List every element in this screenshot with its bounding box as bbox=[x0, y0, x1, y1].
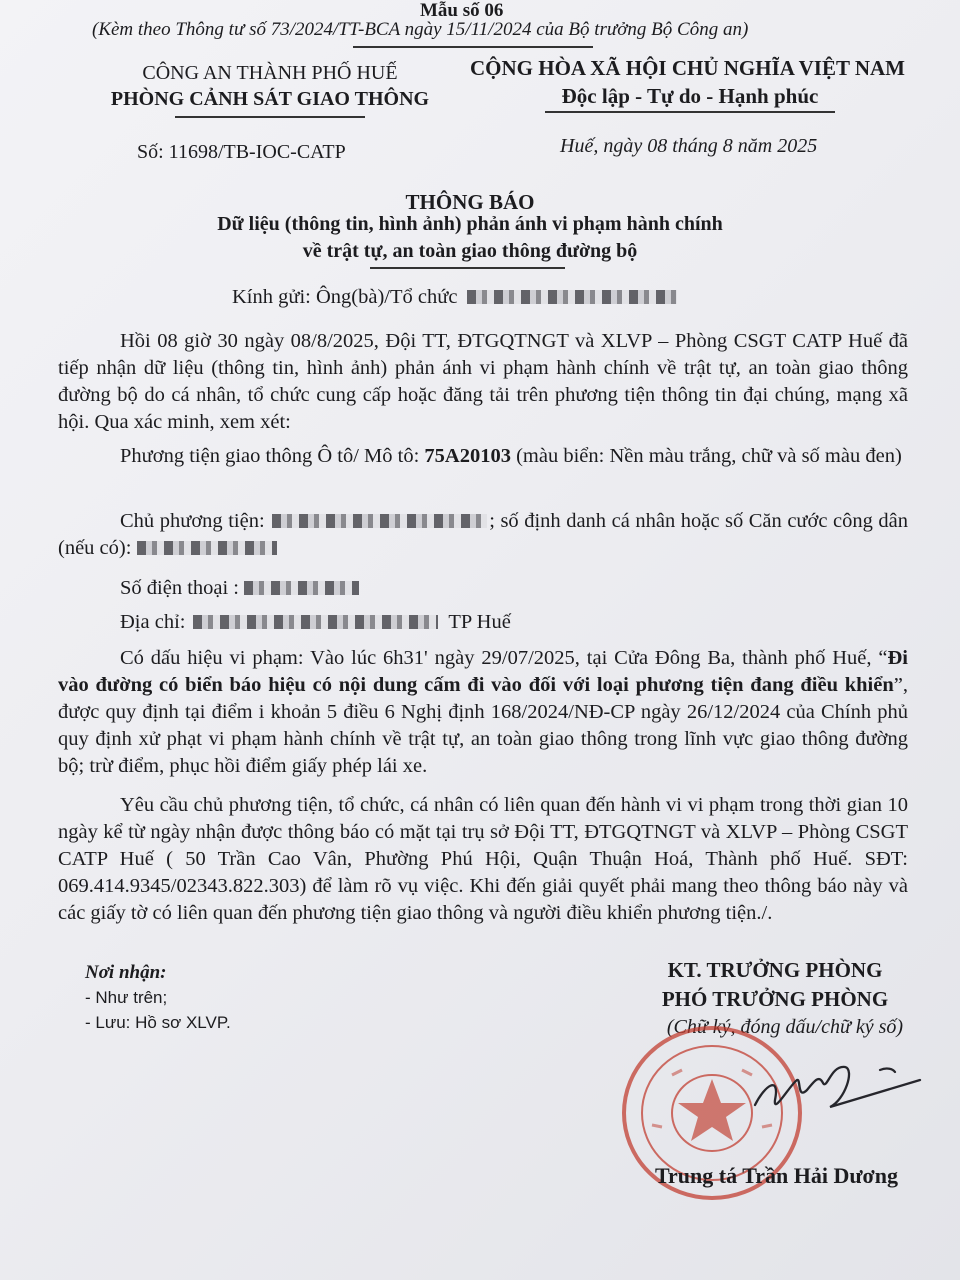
recipient-label: Kính gửi: Ông(bà)/Tổ chức bbox=[232, 286, 458, 308]
address-label: Địa chỉ: bbox=[120, 611, 186, 633]
violation-legal: ”, được quy định tại điểm i khoản 5 điều 6 Nghị định 168/2024/NĐ-CP ngày 26/12/2024 của Chính phủ quy định xử phạt vi phạm hành chính về trật tự, an toàn giao thông trong lĩnh vực giao thông đường bộ; trừ điểm, phục hồi điểm giấy phép lái xe. bbox=[58, 674, 908, 777]
recipients-label: Nơi nhận: bbox=[85, 962, 167, 983]
divider-line bbox=[175, 116, 365, 118]
recipients-item: - Lưu: Hồ sơ XLVP. bbox=[85, 1013, 231, 1032]
phone-line bbox=[58, 575, 908, 602]
document-title: THÔNG BÁO bbox=[405, 190, 535, 214]
vehicle-plate: 75A20103 bbox=[424, 445, 511, 467]
violation-paragraph bbox=[58, 645, 908, 780]
redacted-name bbox=[467, 290, 677, 304]
form-number: Mẫu số 06 bbox=[420, 0, 504, 21]
vehicle-label: Phương tiện giao thông Ô tô/ Mô tô: bbox=[120, 445, 420, 467]
phone-label: Số điện thoại : bbox=[120, 577, 240, 599]
owner-label: Chủ phương tiện: bbox=[120, 510, 265, 532]
handwritten-signature bbox=[735, 1045, 935, 1125]
recipients-item: - Như trên; bbox=[85, 988, 168, 1007]
signature-note: (Chữ ký, đóng dấu/chữ ký số) bbox=[666, 1016, 904, 1038]
nation-motto: Độc lập - Tự do - Hạnh phúc bbox=[561, 84, 819, 108]
redacted-owner bbox=[272, 514, 487, 528]
agency-parent: CÔNG AN THÀNH PHỐ HUẾ bbox=[142, 62, 398, 84]
document-number: Số: 11698/TB-IOC-CATP bbox=[137, 141, 346, 163]
request-paragraph: Yêu cầu chủ phương tiện, tổ chức, cá nhân có liên quan đến hành vi vi phạm trong thời gian 10 ngày kể từ ngày nhận được thông báo có mặt tại trụ sở Đội TT, ĐTGQTNGT và XLVP – Phòng CSGT CATP Huế ( 50 Trần Cao Vân, Phường Phú Hội, Quận Thuận Hoá, Thành phố Huế. SĐT: 069.414.9345/02343.822.303) để làm rõ vụ việc. Khi đến giải quyết phải mang theo thông báo này và các giấy tờ có liên quan đến phương tiện giao thông và người điều khiển phương tiện./. bbox=[58, 794, 908, 924]
plate-color: (màu biển: Nền màu trắng, chữ và số màu đen) bbox=[516, 445, 902, 467]
violation-behavior: Đi vào đường có biển báo hiệu có nội dung cấm đi vào đối với loại phương tiện đang điều khiển bbox=[58, 647, 908, 696]
violation-intro: Có dấu hiệu vi phạm: Vào lúc 6h31' ngày 29/07/2025, tại Cửa Đông Ba, thành phố Huế, “ bbox=[120, 647, 888, 669]
signature-on-behalf: KT. TRƯỞNG PHÒNG bbox=[667, 958, 883, 982]
owner-id-label: ; số định danh cá nhân hoặc số Căn cước công dân (nếu có): bbox=[58, 510, 909, 559]
address-city: TP Huế bbox=[448, 611, 511, 633]
document-subtitle: Dữ liệu (thông tin, hình ảnh) phản ánh vi phạm hành chính bbox=[217, 213, 723, 235]
document-subtitle: về trật tự, an toàn giao thông đường bộ bbox=[302, 240, 638, 262]
intro-paragraph: Hồi 08 giờ 30 ngày 08/8/2025, Đội TT, ĐTGQTNGT và XLVP – Phòng CSGT CATP Huế đã tiếp nhận dữ liệu (thông tin, hình ảnh) phản ánh vi phạm hành chính về trật tự, an toàn giao thông đường bộ do cá nhân, tổ chức cung cấp hoặc đăng tải trên phương tiện thông tin đại chúng, mạng xã hội. Qua xác minh, xem xét: bbox=[58, 330, 908, 433]
place-date: Huế, ngày 08 tháng 8 năm 2025 bbox=[560, 135, 818, 157]
recipient-line bbox=[232, 286, 677, 309]
redacted-phone bbox=[244, 581, 359, 595]
signer-name: Trung tá Trần Hải Dương bbox=[655, 1163, 898, 1188]
divider-line bbox=[353, 46, 593, 48]
nation-title: CỘNG HÒA XÃ HỘI CHỦ NGHĨA VIỆT NAM bbox=[469, 56, 906, 80]
owner-paragraph bbox=[58, 508, 908, 562]
redacted-address bbox=[193, 615, 438, 629]
divider-line bbox=[370, 267, 565, 269]
vehicle-paragraph bbox=[58, 443, 908, 470]
form-basis: (Kèm theo Thông tư số 73/2024/TT-BCA ngày 15/11/2024 của Bộ trưởng Bộ Công an) bbox=[92, 19, 749, 40]
agency-name: PHÒNG CẢNH SÁT GIAO THÔNG bbox=[110, 88, 430, 110]
redacted-id bbox=[137, 541, 277, 555]
divider-line bbox=[545, 111, 835, 113]
signature-position: PHÓ TRƯỞNG PHÒNG bbox=[661, 987, 889, 1011]
address-line bbox=[58, 609, 908, 636]
